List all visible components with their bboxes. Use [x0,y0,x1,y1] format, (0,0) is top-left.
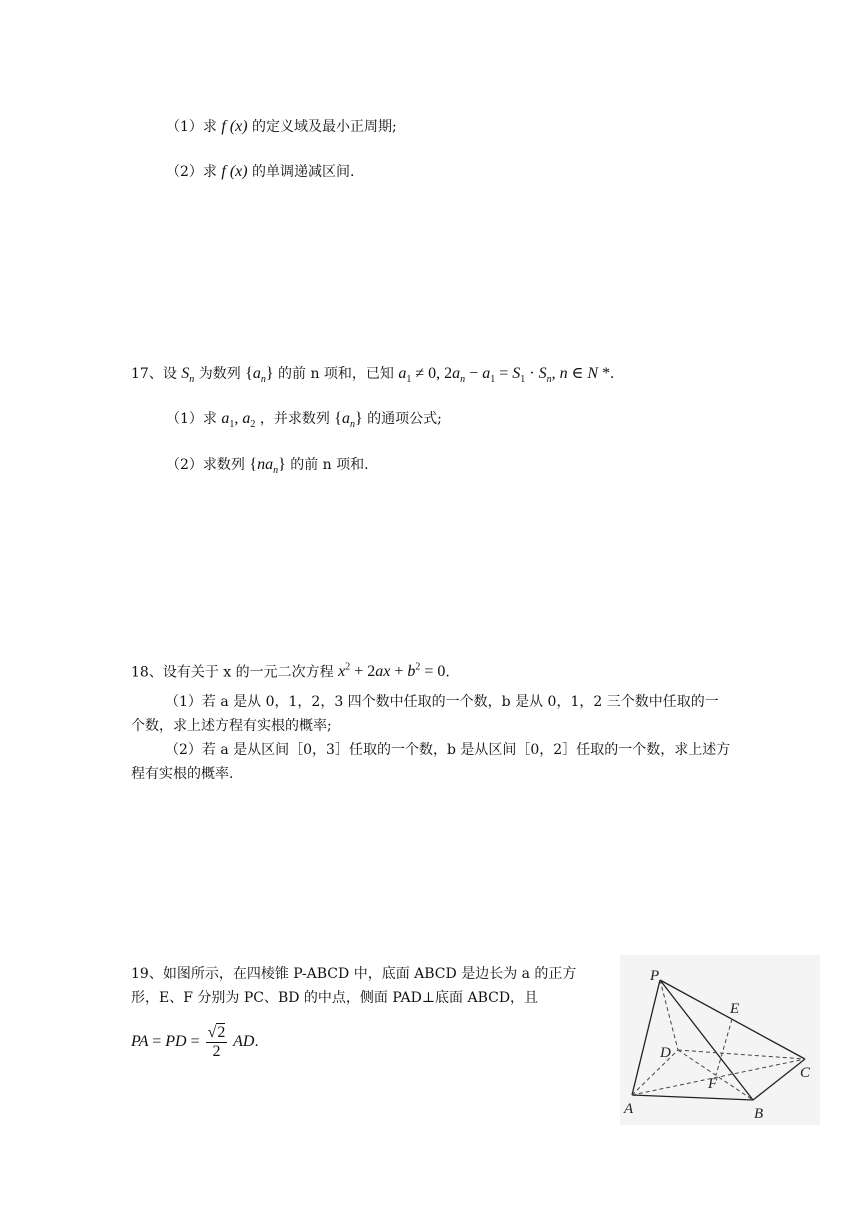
q17-stem: 17、设 $S_n$ 为数列 $\{a_n\}$ 的前 n 项和，已知 $a_1 \ne 0$, $2a_n - a_1 = S_1 \cdot S_n$, n ∈ N *. [131,365,615,386]
label-b: B [754,1106,764,1122]
q16-part2: （2）求 f (x) 的单调递减区间. [166,163,355,180]
q17-part2: （2）求数列 $\{na_n\}$ 的前 n 项和. [166,456,369,477]
math-nan-set: $\{na_n\}$ [249,456,286,477]
label-a: A [624,1101,634,1117]
label-d: D [660,1045,671,1061]
label-e: E [730,1001,740,1017]
math-quadratic: $x^2 + 2ax + b^2 = 0$ [338,662,446,681]
math-condition: $a_1 \ne 0$, $2a_n - a_1 = S_1 \cdot S_n$, n ∈ N *. [398,365,615,386]
q19-formula: PA = PD = $\frac{√2}{2}$ AD. [131,1023,259,1060]
math-an-set: $\{a_n\}$ [245,365,274,386]
q19-stem: 19、如图所示，在四棱锥 P-ABCD 中，底面 ABCD 是边长为 a 的正方形，E、F 分别为 PC、BD 的中点，侧面 PAD⊥底面 ABCD，且 [131,966,577,1006]
math-fx: f (x) [221,163,248,180]
label-f: F [708,1076,718,1092]
q18-part1: （1）若 a 是从 0，1，2，3 四个数中任取的一个数，b 是从 0，1，2 三个数中任取的一个数，求上述方程有实根的概率; [131,694,719,734]
label-c: C [800,1065,811,1081]
math-pa-pd: PA = PD = $\frac{√2}{2}$ AD [131,1023,255,1060]
q18-stem: 18、设有关于 x 的一元二次方程 $x^2 + 2ax + b^2 = 0$. [131,662,450,681]
q18-part2: （2）若 a 是从区间［0，3］任取的一个数，b 是从区间［0，2］任取的一个数，求上述方程有实根的概率. [131,742,731,782]
q16-part1: （1）求 f (x) 的定义域及最小正周期; [166,118,397,135]
math-a1a2: $a_1$, $a_2$ [221,410,256,431]
math-sn: $S_n$ [181,365,195,386]
pyramid-figure [620,955,820,1125]
math-an-set: $\{a_n\}$ [334,410,363,431]
label-p: P [650,968,660,984]
math-fx: f (x) [221,118,248,135]
q17-part1: （1）求 $a_1$, $a_2$ ，并求数列 $\{a_n\}$ 的通项公式; [166,410,442,431]
